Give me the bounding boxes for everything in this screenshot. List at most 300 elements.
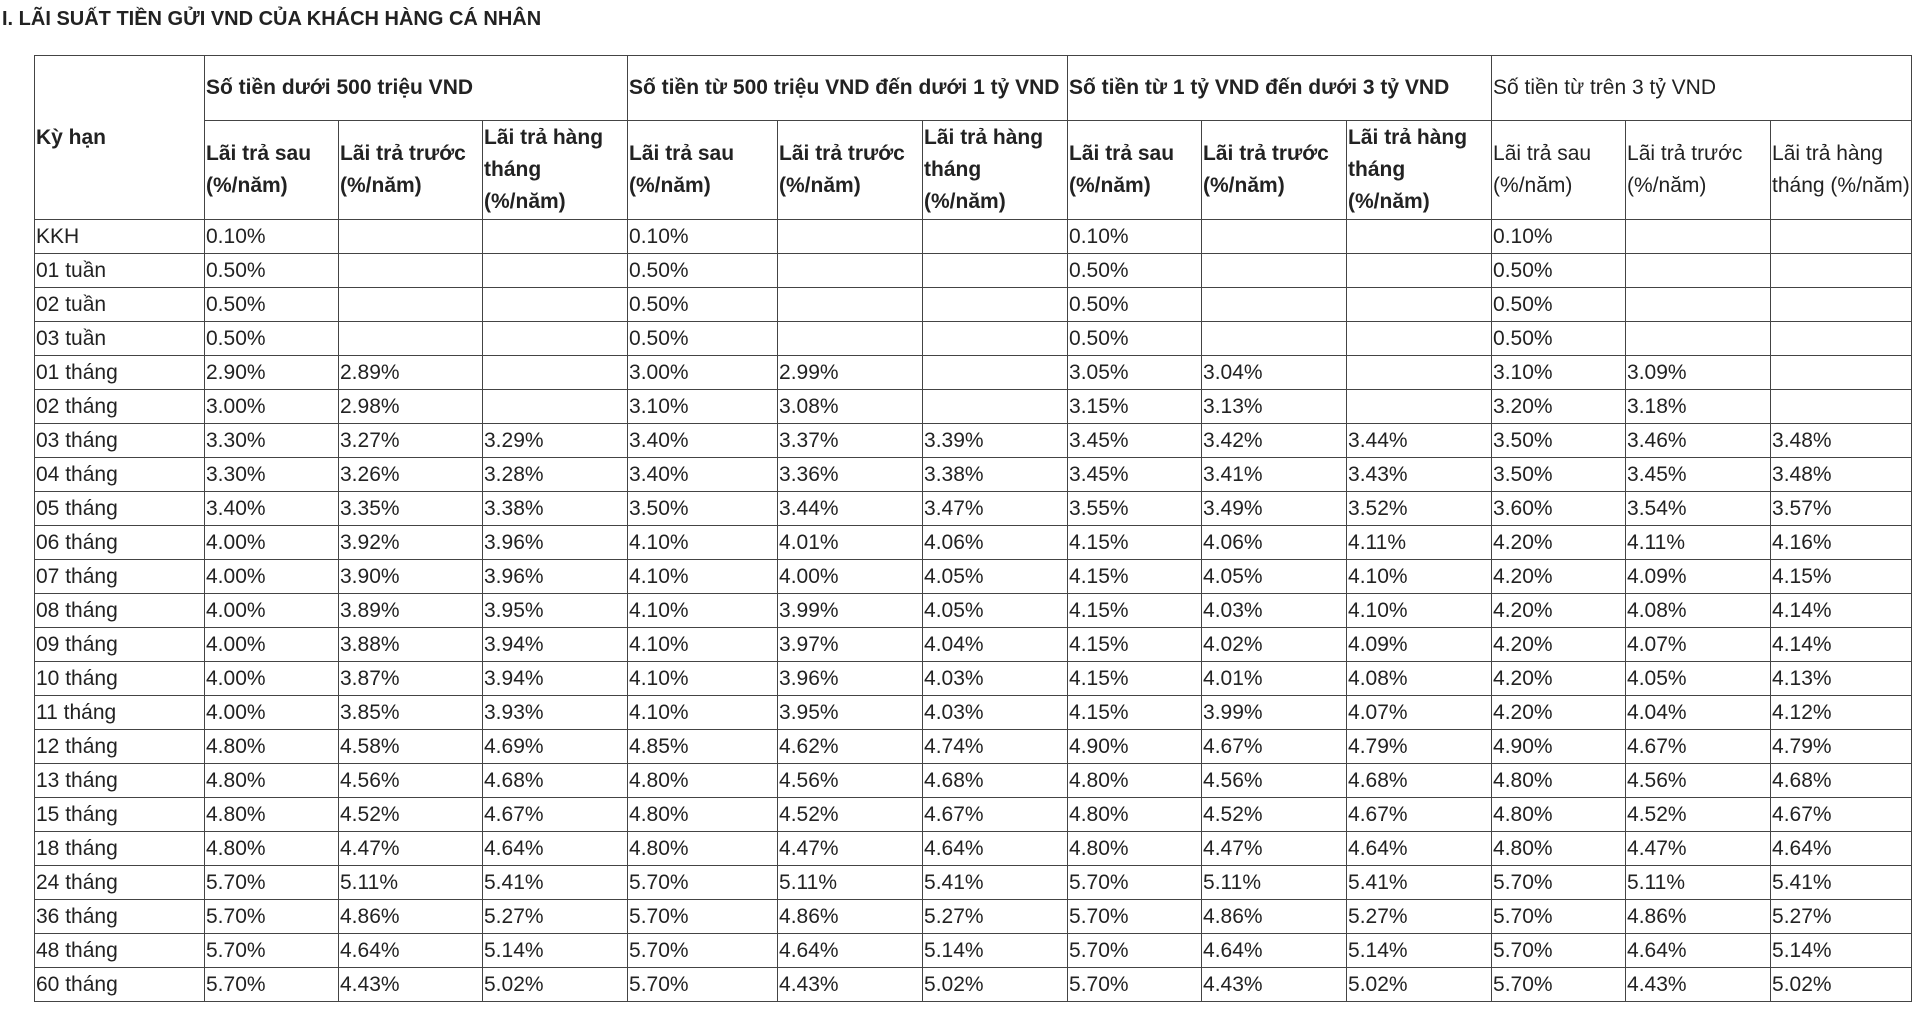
rate-cell: 3.08% xyxy=(778,390,923,424)
table-row xyxy=(35,832,1912,866)
rate-cell: 4.01% xyxy=(1202,662,1347,696)
rate-cell: 0.50% xyxy=(205,254,339,288)
rate-cell: 4.05% xyxy=(1202,560,1347,594)
rate-cell: 3.48% xyxy=(1771,458,1912,492)
rate-cell: 3.40% xyxy=(628,424,778,458)
rate-cell: 5.27% xyxy=(1347,900,1492,934)
rate-cell: 3.44% xyxy=(778,492,923,526)
rate-cell: 4.86% xyxy=(1202,900,1347,934)
rate-cell: 3.96% xyxy=(483,526,628,560)
rate-cell: 4.56% xyxy=(1626,764,1771,798)
rate-cell: 3.41% xyxy=(1202,458,1347,492)
rate-cell: 4.12% xyxy=(1771,696,1912,730)
rate-cell: 4.80% xyxy=(205,730,339,764)
rate-cell xyxy=(483,220,628,254)
rate-cell: 5.41% xyxy=(1771,866,1912,900)
rate-cell: 5.14% xyxy=(1771,934,1912,968)
group-header-over-3b: Số tiền từ trên 3 tỷ VND xyxy=(1492,56,1912,121)
rate-cell: 4.80% xyxy=(1068,798,1202,832)
rate-cell xyxy=(483,322,628,356)
rate-cell: 4.68% xyxy=(1347,764,1492,798)
rate-cell: 3.94% xyxy=(483,628,628,662)
rate-cell: 4.68% xyxy=(1771,764,1912,798)
subheader-interest-after: Lãi trả sau (%/năm) xyxy=(628,121,778,220)
rate-cell: 4.07% xyxy=(1626,628,1771,662)
rate-cell: 3.57% xyxy=(1771,492,1912,526)
rate-cell: 5.70% xyxy=(205,934,339,968)
rate-cell: 4.56% xyxy=(778,764,923,798)
rate-cell: 4.10% xyxy=(628,560,778,594)
table-row xyxy=(35,594,1912,628)
table-row xyxy=(35,934,1912,968)
rate-cell: 3.45% xyxy=(1068,458,1202,492)
rate-cell: 4.20% xyxy=(1492,662,1626,696)
rate-cell xyxy=(923,356,1068,390)
rate-cell xyxy=(339,220,483,254)
rate-cell: 5.70% xyxy=(628,968,778,1002)
subheader-interest-before: Lãi trả trước (%/năm) xyxy=(1626,121,1771,220)
rate-cell: 5.70% xyxy=(1068,866,1202,900)
table-row xyxy=(35,662,1912,696)
rate-cell: 5.02% xyxy=(923,968,1068,1002)
rate-cell: 5.11% xyxy=(1626,866,1771,900)
rate-cell: 5.41% xyxy=(1347,866,1492,900)
table-row xyxy=(35,628,1912,662)
rate-cell: 5.11% xyxy=(339,866,483,900)
rate-cell: 4.08% xyxy=(1626,594,1771,628)
rate-cell: 4.15% xyxy=(1068,560,1202,594)
interest-rate-table xyxy=(34,55,1912,1002)
rate-cell: 3.45% xyxy=(1626,458,1771,492)
rate-cell: 4.03% xyxy=(923,662,1068,696)
rate-cell: 3.90% xyxy=(339,560,483,594)
table-row xyxy=(35,900,1912,934)
rate-cell xyxy=(1202,322,1347,356)
rate-cell: 3.38% xyxy=(483,492,628,526)
rate-cell: 3.49% xyxy=(1202,492,1347,526)
rate-cell: 3.10% xyxy=(1492,356,1626,390)
rate-cell xyxy=(778,322,923,356)
rate-cell xyxy=(1771,288,1912,322)
table-row xyxy=(35,730,1912,764)
rate-cell: 4.47% xyxy=(339,832,483,866)
term-cell: 11 tháng xyxy=(35,696,205,730)
rate-cell: 0.50% xyxy=(628,254,778,288)
rate-cell: 3.05% xyxy=(1068,356,1202,390)
rate-cell: 4.07% xyxy=(1347,696,1492,730)
rate-cell: 4.02% xyxy=(1202,628,1347,662)
subheader-interest-after: Lãi trả sau (%/năm) xyxy=(1492,121,1626,220)
rate-cell: 3.88% xyxy=(339,628,483,662)
table-row xyxy=(35,560,1912,594)
rate-cell xyxy=(1202,220,1347,254)
subheader-interest-monthly: Lãi trả hàng tháng (%/năm) xyxy=(1347,121,1492,220)
term-cell: 03 tuần xyxy=(35,322,205,356)
rate-cell: 4.52% xyxy=(778,798,923,832)
rate-cell: 4.01% xyxy=(778,526,923,560)
rate-cell: 4.15% xyxy=(1068,628,1202,662)
rate-cell: 2.98% xyxy=(339,390,483,424)
rate-cell: 5.70% xyxy=(628,900,778,934)
rate-cell: 4.64% xyxy=(1626,934,1771,968)
rate-cell: 3.99% xyxy=(778,594,923,628)
rate-cell: 4.80% xyxy=(1492,832,1626,866)
rate-cell: 0.10% xyxy=(1068,220,1202,254)
rate-cell: 3.28% xyxy=(483,458,628,492)
rate-cell: 4.00% xyxy=(205,560,339,594)
rate-cell: 4.80% xyxy=(205,832,339,866)
rate-cell: 3.48% xyxy=(1771,424,1912,458)
rate-cell: 3.04% xyxy=(1202,356,1347,390)
term-cell: 18 tháng xyxy=(35,832,205,866)
rate-cell: 4.58% xyxy=(339,730,483,764)
rate-cell: 4.10% xyxy=(628,662,778,696)
table-body xyxy=(35,56,1912,1002)
rate-cell: 4.06% xyxy=(923,526,1068,560)
rate-cell: 4.10% xyxy=(1347,594,1492,628)
rate-cell: 4.03% xyxy=(1202,594,1347,628)
rate-cell: 3.29% xyxy=(483,424,628,458)
rate-cell: 4.04% xyxy=(1626,696,1771,730)
rate-cell: 4.64% xyxy=(1347,832,1492,866)
table-row xyxy=(35,798,1912,832)
rate-cell: 4.67% xyxy=(1347,798,1492,832)
rate-cell: 4.79% xyxy=(1771,730,1912,764)
rate-cell xyxy=(1347,322,1492,356)
table-row xyxy=(35,220,1912,254)
subheader-interest-before: Lãi trả trước (%/năm) xyxy=(778,121,923,220)
term-cell: 36 tháng xyxy=(35,900,205,934)
rate-cell: 5.70% xyxy=(1492,866,1626,900)
term-cell: 01 tháng xyxy=(35,356,205,390)
rate-cell: 3.09% xyxy=(1626,356,1771,390)
rate-cell: 5.70% xyxy=(205,968,339,1002)
rate-cell: 3.15% xyxy=(1068,390,1202,424)
rate-cell xyxy=(778,254,923,288)
rate-cell: 0.50% xyxy=(1492,254,1626,288)
rate-cell: 4.15% xyxy=(1771,560,1912,594)
term-cell: 13 tháng xyxy=(35,764,205,798)
rate-cell: 5.70% xyxy=(628,866,778,900)
rate-cell: 3.00% xyxy=(628,356,778,390)
rate-cell: 4.14% xyxy=(1771,594,1912,628)
rate-cell: 5.11% xyxy=(778,866,923,900)
rate-cell: 4.80% xyxy=(1068,764,1202,798)
rate-cell: 3.18% xyxy=(1626,390,1771,424)
rate-cell: 5.70% xyxy=(1492,968,1626,1002)
rate-cell xyxy=(339,322,483,356)
rate-cell: 4.80% xyxy=(205,798,339,832)
rate-cell: 4.03% xyxy=(923,696,1068,730)
rate-cell xyxy=(1347,390,1492,424)
rate-cell: 5.27% xyxy=(1771,900,1912,934)
rate-cell: 4.11% xyxy=(1626,526,1771,560)
term-cell: 15 tháng xyxy=(35,798,205,832)
rate-cell: 4.00% xyxy=(205,696,339,730)
rate-cell: 3.96% xyxy=(483,560,628,594)
rate-cell: 3.13% xyxy=(1202,390,1347,424)
rate-cell: 4.20% xyxy=(1492,594,1626,628)
rate-cell: 3.95% xyxy=(778,696,923,730)
term-cell: 10 tháng xyxy=(35,662,205,696)
table-row xyxy=(35,968,1912,1002)
rate-cell: 0.10% xyxy=(628,220,778,254)
rate-cell xyxy=(1771,254,1912,288)
term-cell: 07 tháng xyxy=(35,560,205,594)
rate-cell: 4.64% xyxy=(339,934,483,968)
subheader-row xyxy=(35,121,1912,220)
rate-cell xyxy=(1347,254,1492,288)
rate-cell: 5.70% xyxy=(205,866,339,900)
rate-cell: 4.67% xyxy=(923,798,1068,832)
rate-cell: 4.15% xyxy=(1068,662,1202,696)
rate-cell: 0.50% xyxy=(628,288,778,322)
table-row xyxy=(35,288,1912,322)
rate-cell: 4.00% xyxy=(205,662,339,696)
rate-cell: 4.64% xyxy=(483,832,628,866)
rate-cell: 2.90% xyxy=(205,356,339,390)
rate-cell: 4.04% xyxy=(923,628,1068,662)
rate-cell: 3.93% xyxy=(483,696,628,730)
term-cell: KKH xyxy=(35,220,205,254)
rate-cell: 3.89% xyxy=(339,594,483,628)
rate-cell: 3.20% xyxy=(1492,390,1626,424)
rate-cell: 4.67% xyxy=(483,798,628,832)
rate-cell: 4.79% xyxy=(1347,730,1492,764)
rate-cell xyxy=(483,288,628,322)
rate-cell xyxy=(923,288,1068,322)
rate-cell: 4.20% xyxy=(1492,560,1626,594)
rate-cell: 4.43% xyxy=(1202,968,1347,1002)
subheader-interest-monthly: Lãi trả hàng tháng (%/năm) xyxy=(483,121,628,220)
rate-cell: 5.70% xyxy=(1068,934,1202,968)
rate-cell xyxy=(923,220,1068,254)
rate-cell: 0.10% xyxy=(205,220,339,254)
rate-cell: 5.14% xyxy=(923,934,1068,968)
rate-cell: 4.09% xyxy=(1626,560,1771,594)
rate-cell: 4.56% xyxy=(1202,764,1347,798)
rate-cell xyxy=(923,254,1068,288)
rate-cell: 4.47% xyxy=(1626,832,1771,866)
rate-cell: 4.56% xyxy=(339,764,483,798)
table-row xyxy=(35,866,1912,900)
rate-cell: 5.70% xyxy=(1068,968,1202,1002)
rate-cell: 2.89% xyxy=(339,356,483,390)
rate-cell: 3.50% xyxy=(628,492,778,526)
rate-cell xyxy=(1347,356,1492,390)
rate-cell: 3.54% xyxy=(1626,492,1771,526)
rate-cell xyxy=(1202,254,1347,288)
rate-cell: 5.14% xyxy=(483,934,628,968)
rate-cell: 4.10% xyxy=(1347,560,1492,594)
rate-cell xyxy=(483,390,628,424)
term-cell: 08 tháng xyxy=(35,594,205,628)
rate-cell xyxy=(339,254,483,288)
rate-cell: 3.85% xyxy=(339,696,483,730)
rate-cell: 4.52% xyxy=(339,798,483,832)
rate-cell: 4.15% xyxy=(1068,594,1202,628)
rate-cell: 4.90% xyxy=(1068,730,1202,764)
rate-cell xyxy=(1771,390,1912,424)
rate-cell: 3.44% xyxy=(1347,424,1492,458)
rate-cell: 4.62% xyxy=(778,730,923,764)
rate-cell: 4.80% xyxy=(628,832,778,866)
rate-cell xyxy=(339,288,483,322)
rate-cell: 5.41% xyxy=(483,866,628,900)
rate-cell: 0.50% xyxy=(1492,322,1626,356)
subheader-interest-after: Lãi trả sau (%/năm) xyxy=(1068,121,1202,220)
rate-cell: 0.50% xyxy=(1068,322,1202,356)
rate-cell: 3.50% xyxy=(1492,458,1626,492)
term-cell: 03 tháng xyxy=(35,424,205,458)
rate-cell: 4.64% xyxy=(1202,934,1347,968)
rate-cell: 4.10% xyxy=(628,628,778,662)
rate-cell: 4.05% xyxy=(1626,662,1771,696)
rate-cell: 0.50% xyxy=(1492,288,1626,322)
rate-cell: 3.87% xyxy=(339,662,483,696)
table-row xyxy=(35,696,1912,730)
rate-cell: 3.97% xyxy=(778,628,923,662)
rate-cell: 3.94% xyxy=(483,662,628,696)
rate-cell: 5.70% xyxy=(205,900,339,934)
rate-cell: 3.45% xyxy=(1068,424,1202,458)
rate-cell xyxy=(1626,254,1771,288)
rate-cell: 5.27% xyxy=(483,900,628,934)
rate-cell: 5.02% xyxy=(483,968,628,1002)
subheader-interest-before: Lãi trả trước (%/năm) xyxy=(1202,121,1347,220)
rate-cell: 4.13% xyxy=(1771,662,1912,696)
rate-cell: 0.50% xyxy=(205,288,339,322)
rate-cell: 0.50% xyxy=(1068,254,1202,288)
rate-cell: 4.86% xyxy=(778,900,923,934)
table-row xyxy=(35,492,1912,526)
term-cell: 01 tuần xyxy=(35,254,205,288)
rate-cell: 0.10% xyxy=(1492,220,1626,254)
rate-cell: 4.52% xyxy=(1202,798,1347,832)
rate-cell: 4.67% xyxy=(1626,730,1771,764)
rate-cell xyxy=(778,288,923,322)
rate-cell: 4.43% xyxy=(778,968,923,1002)
table-row xyxy=(35,356,1912,390)
term-cell: 06 tháng xyxy=(35,526,205,560)
rate-cell xyxy=(1347,220,1492,254)
rate-cell: 4.86% xyxy=(339,900,483,934)
rate-cell: 4.85% xyxy=(628,730,778,764)
rate-cell: 3.30% xyxy=(205,424,339,458)
rate-cell: 5.02% xyxy=(1771,968,1912,1002)
rate-cell: 4.20% xyxy=(1492,696,1626,730)
table-row xyxy=(35,458,1912,492)
term-cell: 04 tháng xyxy=(35,458,205,492)
rate-cell xyxy=(1626,322,1771,356)
rate-cell: 4.64% xyxy=(923,832,1068,866)
rate-cell: 4.08% xyxy=(1347,662,1492,696)
page-title: I. LÃI SUẤT TIỀN GỬI VND CỦA KHÁCH HÀNG CÁ NHÂN xyxy=(2,8,542,30)
rate-cell xyxy=(923,322,1068,356)
rate-cell: 3.10% xyxy=(628,390,778,424)
term-cell: 12 tháng xyxy=(35,730,205,764)
rate-cell: 2.99% xyxy=(778,356,923,390)
rate-cell: 4.80% xyxy=(628,798,778,832)
rate-cell: 4.69% xyxy=(483,730,628,764)
rate-cell: 5.27% xyxy=(923,900,1068,934)
rate-cell: 4.68% xyxy=(483,764,628,798)
rate-cell: 4.20% xyxy=(1492,628,1626,662)
rate-cell: 4.00% xyxy=(778,560,923,594)
term-cell: 02 tháng xyxy=(35,390,205,424)
rate-cell: 5.70% xyxy=(1492,900,1626,934)
rate-cell: 4.06% xyxy=(1202,526,1347,560)
rate-cell: 4.09% xyxy=(1347,628,1492,662)
rate-cell: 3.40% xyxy=(205,492,339,526)
rate-cell: 0.50% xyxy=(1068,288,1202,322)
rate-cell xyxy=(778,220,923,254)
rate-cell: 5.70% xyxy=(1492,934,1626,968)
rate-cell xyxy=(483,254,628,288)
group-header-under-500m: Số tiền dưới 500 triệu VND xyxy=(205,56,628,121)
rate-cell xyxy=(1626,220,1771,254)
rate-cell: 3.00% xyxy=(205,390,339,424)
rate-cell: 4.16% xyxy=(1771,526,1912,560)
rate-cell: 4.90% xyxy=(1492,730,1626,764)
subheader-interest-before: Lãi trả trước (%/năm) xyxy=(339,121,483,220)
rate-cell: 3.27% xyxy=(339,424,483,458)
table-row xyxy=(35,424,1912,458)
rate-cell: 4.00% xyxy=(205,526,339,560)
rate-cell: 3.38% xyxy=(923,458,1068,492)
rate-cell: 4.80% xyxy=(1492,798,1626,832)
rate-cell: 3.30% xyxy=(205,458,339,492)
rate-cell: 3.99% xyxy=(1202,696,1347,730)
rate-cell: 4.52% xyxy=(1626,798,1771,832)
rate-cell: 4.00% xyxy=(205,594,339,628)
rate-cell: 3.37% xyxy=(778,424,923,458)
rate-cell xyxy=(1771,220,1912,254)
rate-cell: 3.40% xyxy=(628,458,778,492)
term-column-header: Kỳ hạn xyxy=(35,56,205,220)
rate-cell: 4.64% xyxy=(1771,832,1912,866)
term-cell: 60 tháng xyxy=(35,968,205,1002)
group-header-1b-to-3b: Số tiền từ 1 tỷ VND đến dưới 3 tỷ VND xyxy=(1068,56,1492,121)
rate-cell: 3.42% xyxy=(1202,424,1347,458)
rate-cell: 4.80% xyxy=(205,764,339,798)
rate-cell xyxy=(1771,356,1912,390)
rate-cell: 4.05% xyxy=(923,594,1068,628)
term-cell: 02 tuần xyxy=(35,288,205,322)
table-row xyxy=(35,254,1912,288)
group-header-row xyxy=(35,56,1912,121)
rate-cell: 5.41% xyxy=(923,866,1068,900)
rate-cell: 3.26% xyxy=(339,458,483,492)
rate-cell: 4.15% xyxy=(1068,526,1202,560)
rate-cell: 4.15% xyxy=(1068,696,1202,730)
rate-cell: 5.70% xyxy=(1068,900,1202,934)
rate-cell xyxy=(1202,288,1347,322)
table-row xyxy=(35,390,1912,424)
rate-cell: 4.10% xyxy=(628,696,778,730)
group-header-500m-to-1b: Số tiền từ 500 triệu VND đến dưới 1 tỷ VND xyxy=(628,56,1068,121)
rate-cell: 4.67% xyxy=(1771,798,1912,832)
rate-cell: 3.50% xyxy=(1492,424,1626,458)
rate-cell: 4.47% xyxy=(1202,832,1347,866)
rate-cell: 4.05% xyxy=(923,560,1068,594)
rate-cell: 5.02% xyxy=(1347,968,1492,1002)
rate-cell: 4.86% xyxy=(1626,900,1771,934)
table-row xyxy=(35,322,1912,356)
rate-cell: 3.39% xyxy=(923,424,1068,458)
rate-cell: 0.50% xyxy=(205,322,339,356)
rate-cell: 3.96% xyxy=(778,662,923,696)
